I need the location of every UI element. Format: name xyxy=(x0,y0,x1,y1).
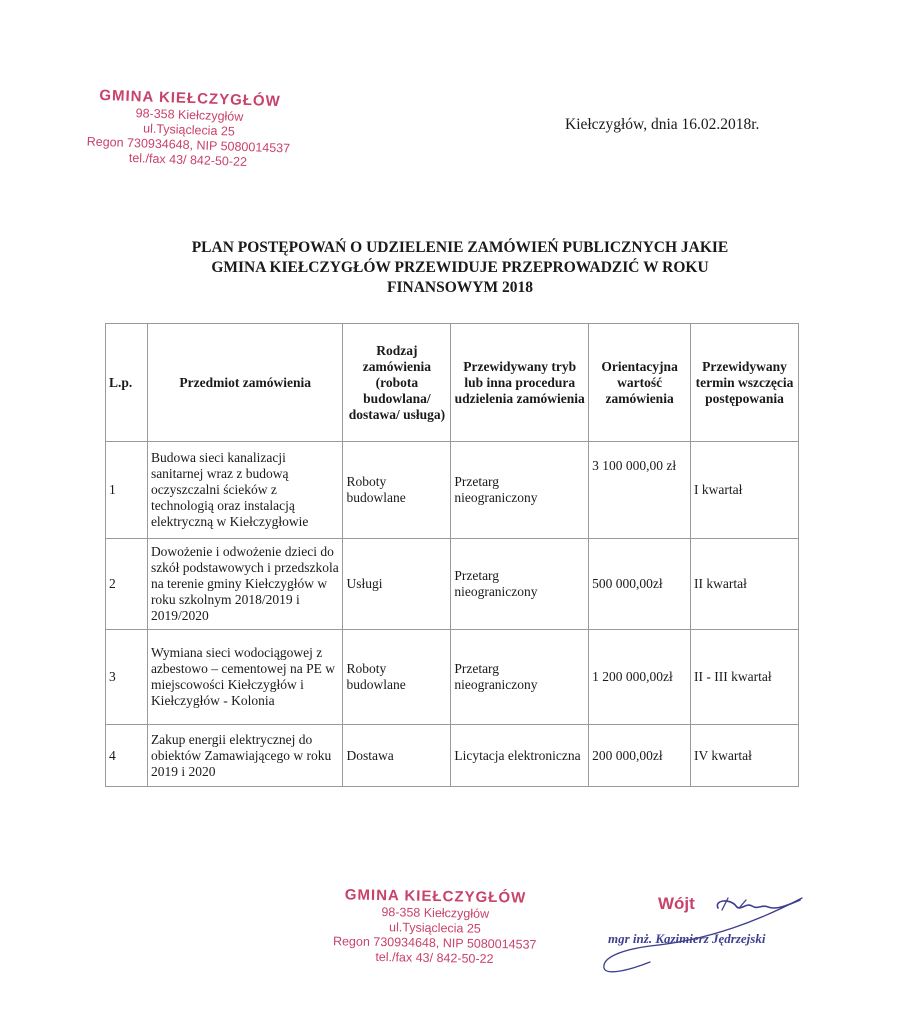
stamp-name: GMINA KIEŁCZYGŁÓW xyxy=(99,86,282,111)
cell-przedmiot: Dowożenie i odwożenie dzieci do szkół podstawowych i przedszkola na terenie gminy Kiełczygłów w roku szkolnym 2018/2019 i 2019/2020 xyxy=(147,539,343,630)
header-wartosc: Orientacyjna wartość zamówienia xyxy=(589,324,691,442)
cell-wartosc: 3 100 000,00 zł xyxy=(589,442,691,539)
handwritten-signature xyxy=(590,880,820,980)
table-row xyxy=(106,630,799,725)
cell-przedmiot: Zakup energii elektrycznej do obiektów Zamawiającego w roku 2019 i 2020 xyxy=(147,725,343,787)
table-row xyxy=(106,539,799,630)
title-line-1: PLAN POSTĘPOWAŃ O UDZIELENIE ZAMÓWIEŃ PUBLICZNYCH JAKIE xyxy=(191,239,729,256)
cell-przedmiot: Wymiana sieci wodociągowej z azbestowo – cementowej na PE w miejscowości Kiełczygłów i Kiełczygłów - Kolonia xyxy=(147,630,343,725)
stamp-name: GMINA KIEŁCZYGŁÓW xyxy=(344,886,527,907)
table-header-row xyxy=(106,324,799,442)
cell-tryb: Licytacja elektroniczna xyxy=(451,725,589,787)
cell-rodzaj: Roboty budowlane xyxy=(343,630,451,725)
cell-termin: II - III kwartał xyxy=(691,630,799,725)
signature-block xyxy=(590,880,820,980)
header-termin: Przewidywany termin wszczęcia postępowania xyxy=(691,324,799,442)
procurement-plan-table xyxy=(105,323,799,787)
cell-wartosc: 200 000,00zł xyxy=(589,725,691,787)
cell-tryb: Przetarg nieograniczony xyxy=(451,539,589,630)
stamp-street-line: ul.Tysiąclecia 25 xyxy=(142,121,236,139)
table-row xyxy=(106,442,799,539)
stamp-regon-line: Regon 730934648, NIP 5080014537 xyxy=(86,134,291,156)
cell-termin: II kwartał xyxy=(691,539,799,630)
cell-rodzaj: Dostawa xyxy=(343,725,451,787)
stamp-regon-line: Regon 730934648, NIP 5080014537 xyxy=(332,934,537,952)
cell-termin: IV kwartał xyxy=(691,725,799,787)
stamp-phone-line: tel./fax 43/ 842-50-22 xyxy=(128,150,248,170)
stamp-address-line: 98-358 Kiełczygłów xyxy=(135,106,244,124)
cell-lp: 4 xyxy=(106,725,148,787)
stamp-address-line: 98-358 Kiełczygłów xyxy=(381,905,490,921)
cell-tryb: Przetarg nieograniczony xyxy=(451,630,589,725)
title-line-2: GMINA KIEŁCZYGŁÓW PRZEWIDUJE PRZEPROWADZIĆ W ROKU xyxy=(211,259,709,276)
document-date: Kiełczygłów, dnia 16.02.2018r. xyxy=(565,116,760,133)
cell-lp: 1 xyxy=(106,442,148,539)
header-lp: L.p. xyxy=(106,324,148,442)
signature-name: mgr inż. Kazimierz Jędrzejski xyxy=(608,931,766,946)
header-rodzaj: Rodzaj zamówienia (robota budowlana/ dostawa/ usługa) xyxy=(343,324,451,442)
header-przedmiot: Przedmiot zamówienia xyxy=(147,324,343,442)
gmina-stamp-bottom xyxy=(327,886,542,968)
stamp-phone-line: tel./fax 43/ 842-50-22 xyxy=(375,949,494,967)
document-title xyxy=(120,238,800,298)
cell-wartosc: 500 000,00zł xyxy=(589,539,691,630)
table-row xyxy=(106,725,799,787)
cell-termin: I kwartał xyxy=(691,442,799,539)
cell-lp: 3 xyxy=(106,630,148,725)
cell-wartosc: 1 200 000,00zł xyxy=(589,630,691,725)
gmina-stamp-top xyxy=(83,86,296,171)
cell-tryb: Przetarg nieograniczony xyxy=(451,442,589,539)
header-tryb: Przewidywany tryb lub inna procedura udzielenia zamówienia xyxy=(451,324,589,442)
signature-title: Wójt xyxy=(658,894,695,913)
cell-przedmiot: Budowa sieci kanalizacji sanitarnej wraz z budową oczyszczalni ścieków z technologią oraz instalacją elektryczną w Kiełczygłowie xyxy=(147,442,343,539)
stamp-street-line: ul.Tysiąclecia 25 xyxy=(389,920,481,936)
title-line-3: FINANSOWYM 2018 xyxy=(387,279,533,296)
cell-rodzaj: Usługi xyxy=(343,539,451,630)
cell-rodzaj: Roboty budowlane xyxy=(343,442,451,539)
cell-lp: 2 xyxy=(106,539,148,630)
